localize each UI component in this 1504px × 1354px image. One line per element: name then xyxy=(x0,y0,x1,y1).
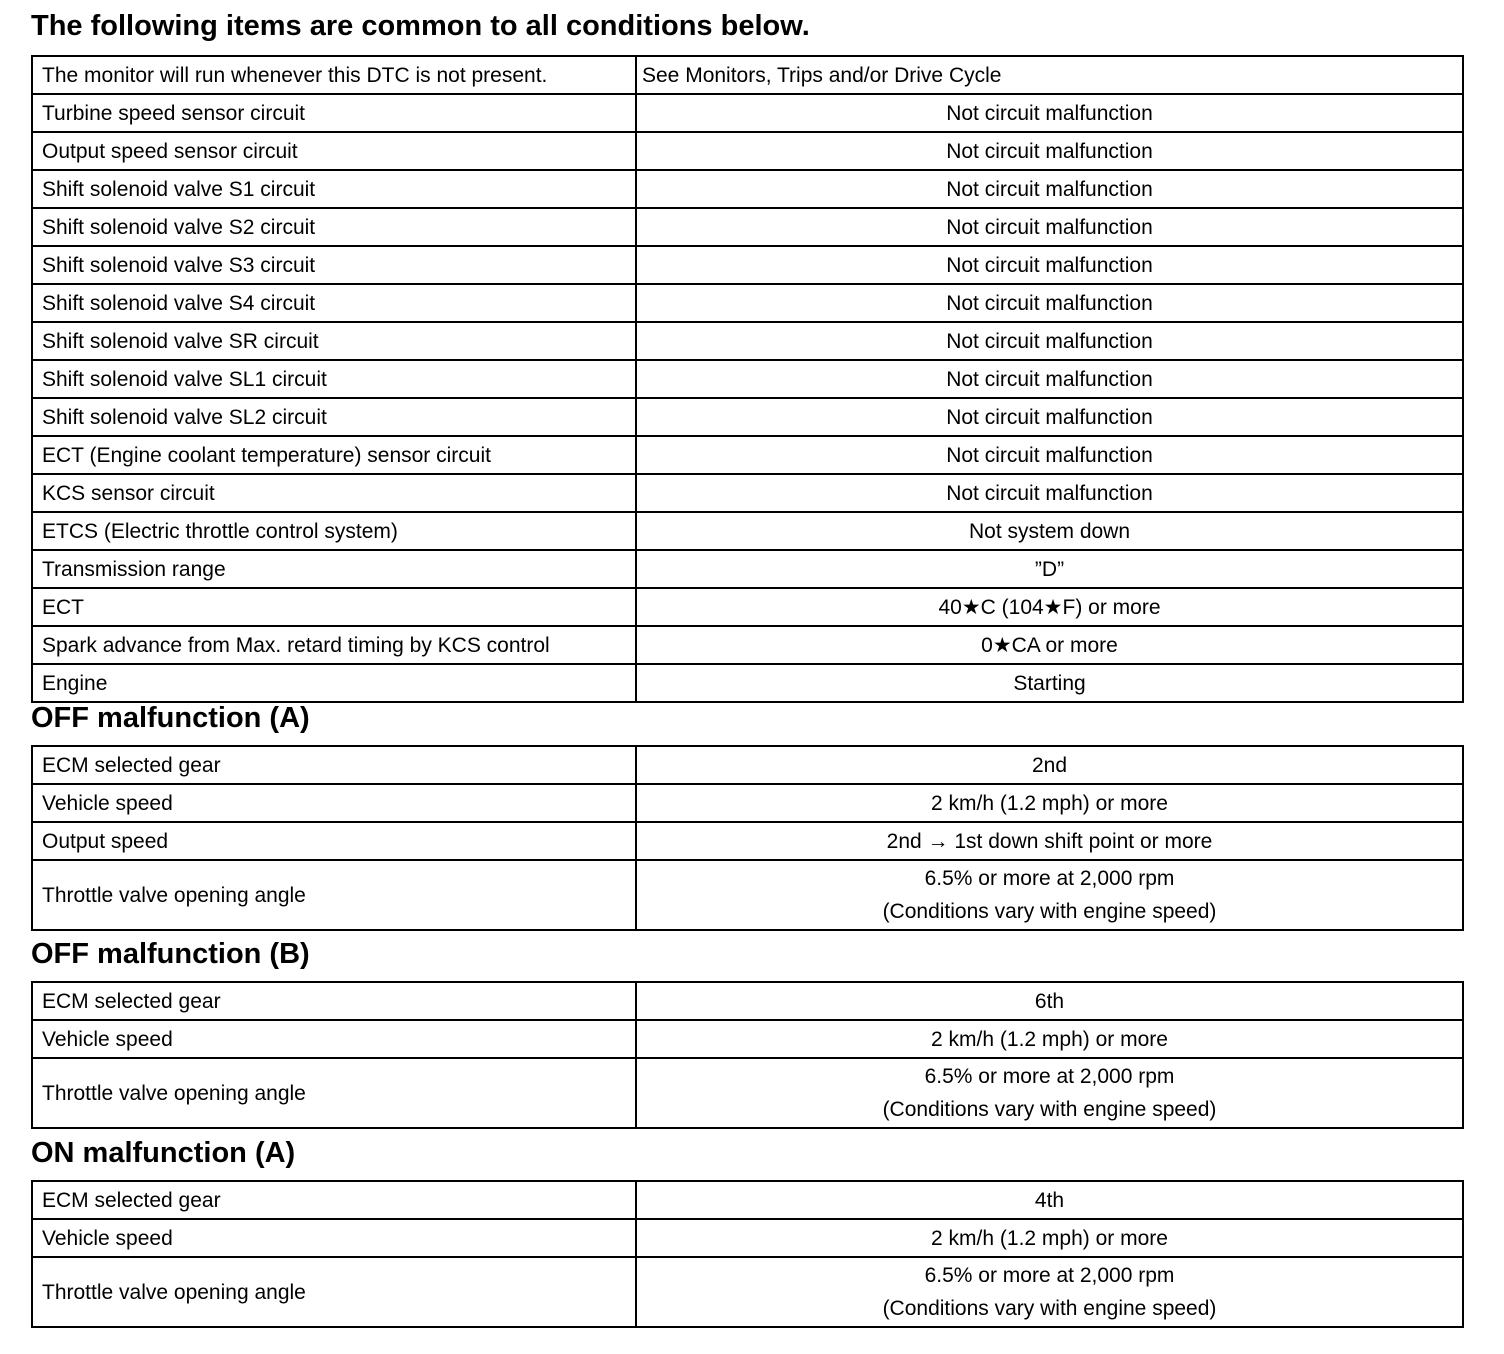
table-row xyxy=(32,626,1463,664)
table-row xyxy=(32,170,1463,208)
table-row xyxy=(32,474,1463,512)
item-cell: Shift solenoid valve S4 circuit xyxy=(32,284,636,322)
table-row xyxy=(32,1257,1463,1327)
item-cell: Shift solenoid valve SL2 circuit xyxy=(32,398,636,436)
common-conditions-table xyxy=(31,55,1464,703)
value-cell: Not circuit malfunction xyxy=(636,322,1463,360)
value-cell: ”D” xyxy=(636,550,1463,588)
table-row xyxy=(32,512,1463,550)
off-malfunction-b-heading: OFF malfunction (B) xyxy=(31,938,310,970)
value-cell: Not circuit malfunction xyxy=(636,246,1463,284)
item-cell: Output speed xyxy=(32,822,636,860)
value-cell: Starting xyxy=(636,664,1463,702)
value-cell: Not circuit malfunction xyxy=(636,360,1463,398)
value-cell: Not circuit malfunction xyxy=(636,284,1463,322)
table-row xyxy=(32,56,1463,94)
value-note: (Conditions vary with engine speed) xyxy=(882,900,1217,923)
table-row xyxy=(32,94,1463,132)
item-cell: ECT xyxy=(32,588,636,626)
table-row xyxy=(32,784,1463,822)
table-row xyxy=(32,550,1463,588)
item-cell: Shift solenoid valve SR circuit xyxy=(32,322,636,360)
value-cell: 40★C (104★F) or more xyxy=(636,588,1463,626)
table-row xyxy=(32,588,1463,626)
on-malfunction-a-heading: ON malfunction (A) xyxy=(31,1137,296,1169)
table-row xyxy=(32,822,1463,860)
item-cell: Transmission range xyxy=(32,550,636,588)
table-row xyxy=(32,246,1463,284)
item-cell: Shift solenoid valve S1 circuit xyxy=(32,170,636,208)
value-cell: Not circuit malfunction xyxy=(636,132,1463,170)
off-malfunction-a-table xyxy=(31,745,1464,931)
item-cell: Shift solenoid valve S2 circuit xyxy=(32,208,636,246)
value-cell: Not circuit malfunction xyxy=(636,208,1463,246)
table-row xyxy=(32,322,1463,360)
table-row xyxy=(32,1219,1463,1257)
value-cell xyxy=(636,860,1463,930)
value-cell: Not circuit malfunction xyxy=(636,94,1463,132)
item-cell: ETCS (Electric throttle control system) xyxy=(32,512,636,550)
value-cell: 2 km/h (1.2 mph) or more xyxy=(636,1219,1463,1257)
value-cell: 2 km/h (1.2 mph) or more xyxy=(636,1020,1463,1058)
table-row xyxy=(32,746,1463,784)
value-cell: Not circuit malfunction xyxy=(636,436,1463,474)
item-cell: Throttle valve opening angle xyxy=(32,1058,636,1128)
on-malfunction-a-table xyxy=(31,1180,1464,1328)
item-cell: ECM selected gear xyxy=(32,982,636,1020)
item-cell: Vehicle speed xyxy=(32,784,636,822)
item-cell: ECT (Engine coolant temperature) sensor circuit xyxy=(32,436,636,474)
table-row xyxy=(32,208,1463,246)
value-cell: 2 km/h (1.2 mph) or more xyxy=(636,784,1463,822)
item-cell: Shift solenoid valve SL1 circuit xyxy=(32,360,636,398)
item-cell: ECM selected gear xyxy=(32,746,636,784)
table-row xyxy=(32,1020,1463,1058)
item-cell: KCS sensor circuit xyxy=(32,474,636,512)
table-row xyxy=(32,284,1463,322)
value-cell: 4th xyxy=(636,1181,1463,1219)
value-cell: 6th xyxy=(636,982,1463,1020)
item-cell: ECM selected gear xyxy=(32,1181,636,1219)
off-malfunction-b-table xyxy=(31,981,1464,1129)
item-cell: Spark advance from Max. retard timing by KCS control xyxy=(32,626,636,664)
value-line: 6.5% or more at 2,000 rpm xyxy=(924,1264,1175,1287)
value-cell: 2nd xyxy=(636,746,1463,784)
table-row xyxy=(32,398,1463,436)
common-conditions-heading: The following items are common to all conditions below. xyxy=(31,10,810,42)
value-cell xyxy=(636,1058,1463,1128)
item-cell: Engine xyxy=(32,664,636,702)
value-cell: Not circuit malfunction xyxy=(636,170,1463,208)
item-cell: Shift solenoid valve S3 circuit xyxy=(32,246,636,284)
table-row xyxy=(32,664,1463,702)
item-cell: Output speed sensor circuit xyxy=(32,132,636,170)
value-cell xyxy=(636,1257,1463,1327)
value-cell: Not circuit malfunction xyxy=(636,474,1463,512)
item-cell: Vehicle speed xyxy=(32,1020,636,1058)
table-row xyxy=(32,1181,1463,1219)
off-malfunction-a-heading: OFF malfunction (A) xyxy=(31,702,310,734)
table-row xyxy=(32,436,1463,474)
item-cell: Turbine speed sensor circuit xyxy=(32,94,636,132)
table-row xyxy=(32,132,1463,170)
value-line: 6.5% or more at 2,000 rpm xyxy=(924,867,1175,890)
item-cell: Vehicle speed xyxy=(32,1219,636,1257)
value-note: (Conditions vary with engine speed) xyxy=(882,1297,1217,1320)
value-cell: 0★CA or more xyxy=(636,626,1463,664)
table-row xyxy=(32,982,1463,1020)
table-row xyxy=(32,1058,1463,1128)
value-line: 6.5% or more at 2,000 rpm xyxy=(924,1065,1175,1088)
item-cell: Throttle valve opening angle xyxy=(32,860,636,930)
table-row xyxy=(32,860,1463,930)
value-note: (Conditions vary with engine speed) xyxy=(882,1098,1217,1121)
value-cell: Not circuit malfunction xyxy=(636,398,1463,436)
value-cell: See Monitors, Trips and/or Drive Cycle xyxy=(636,56,1463,94)
item-cell: The monitor will run whenever this DTC is not present. xyxy=(32,56,636,94)
table-row xyxy=(32,360,1463,398)
item-cell: Throttle valve opening angle xyxy=(32,1257,636,1327)
value-cell: 2nd → 1st down shift point or more xyxy=(636,822,1463,860)
value-cell: Not system down xyxy=(636,512,1463,550)
